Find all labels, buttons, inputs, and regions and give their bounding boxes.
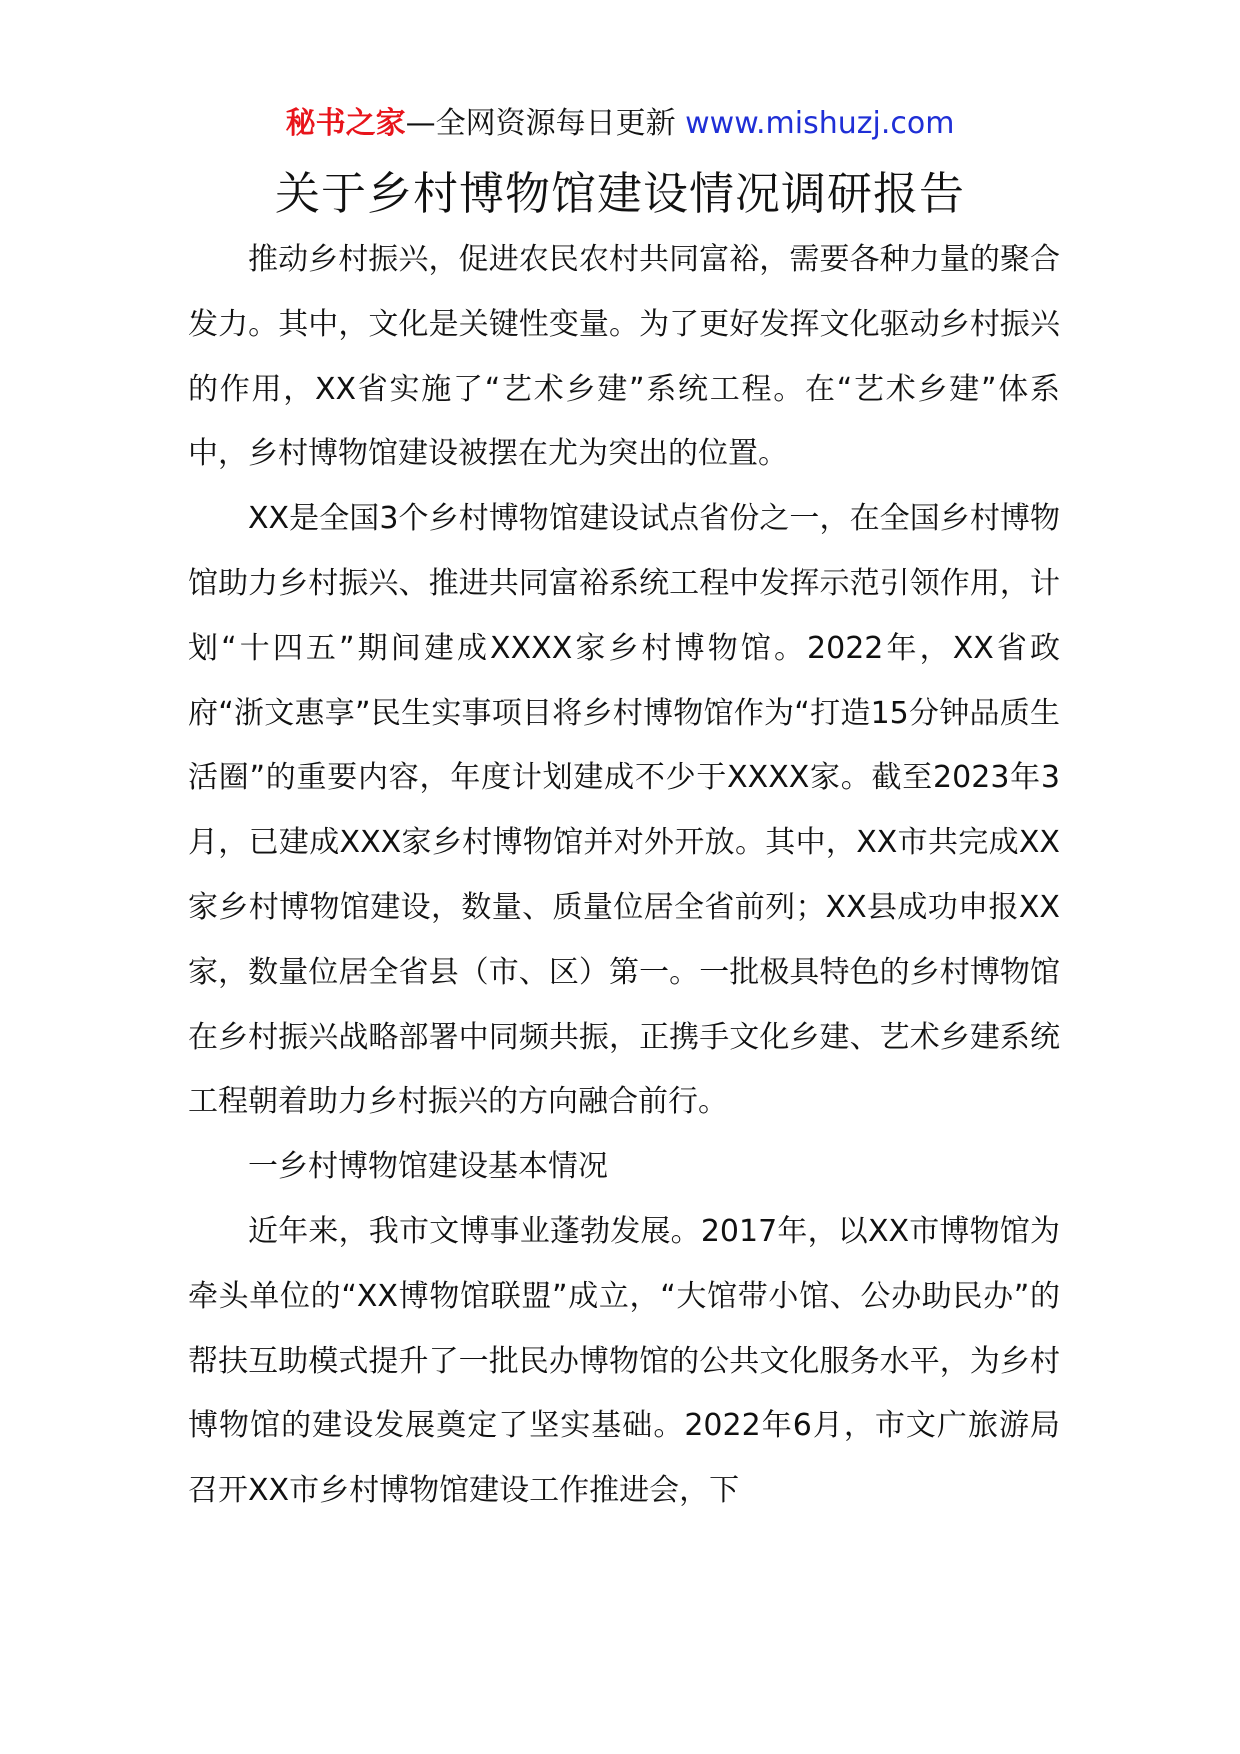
- brand-name: 秘书之家: [285, 106, 406, 141]
- document-title: 关于乡村博物馆建设情况调研报告: [274, 167, 965, 220]
- paragraph-intro: 推动乡村振兴，促进农民农村共同富裕，需要各种力量的聚合发力。其中，文化是关键性变量。为了更好发挥文化驱动乡村振兴的作用，XX省实施了“艺术乡建”系统工程。在“艺术乡建”体系中，乡村博物馆建设被摆在尤为突出的位置。: [188, 242, 1060, 472]
- paragraph-recent-development: 近年来，我市文博事业蓬勃发展。2017年，以XX市博物馆为牵头单位的“XX博物馆联盟”成立，“大馆带小馆、公办助民办”的帮扶互助模式提升了一批民办博物馆的公共文化服务水平，为乡村博物馆的建设发展奠定了坚实基础。2022年6月，市文广旅游局召开XX市乡村博物馆建设工作推进会，下: [188, 1213, 1060, 1509]
- document-body: [188, 228, 1060, 1524]
- paragraph-pilot-province: XX是全国3个乡村博物馆建设试点省份之一，在全国乡村博物馆助力乡村振兴、推进共同富裕系统工程中发挥示范引领作用，计划“十四五”期间建成XXXX家乡村博物馆。2022年，XX省政府“浙文惠享”民生实事项目将乡村博物馆作为“打造15分钟品质生活圈”的重要内容，年度计划建成不少于XXXX家。截至2023年3月，已建成XXX家乡村博物馆并对外开放。其中，XX市共完成XX家乡村博物馆建设，数量、质量位居全省前列；XX县成功申报XX家，数量位居全省县（市、区）第一。一批极具特色的乡村博物馆在乡村振兴战略部署中同频共振，正携手文化乡建、艺术乡建系统工程朝着助力乡村振兴的方向融合前行。: [188, 501, 1060, 1120]
- section-heading-basic-situation: 一乡村博物馆建设基本情况: [248, 1149, 608, 1185]
- header-tagline: —全网资源每日更新: [405, 106, 686, 141]
- page-header: [0, 102, 1240, 146]
- site-url-link[interactable]: www.mishuzj.com: [685, 106, 955, 141]
